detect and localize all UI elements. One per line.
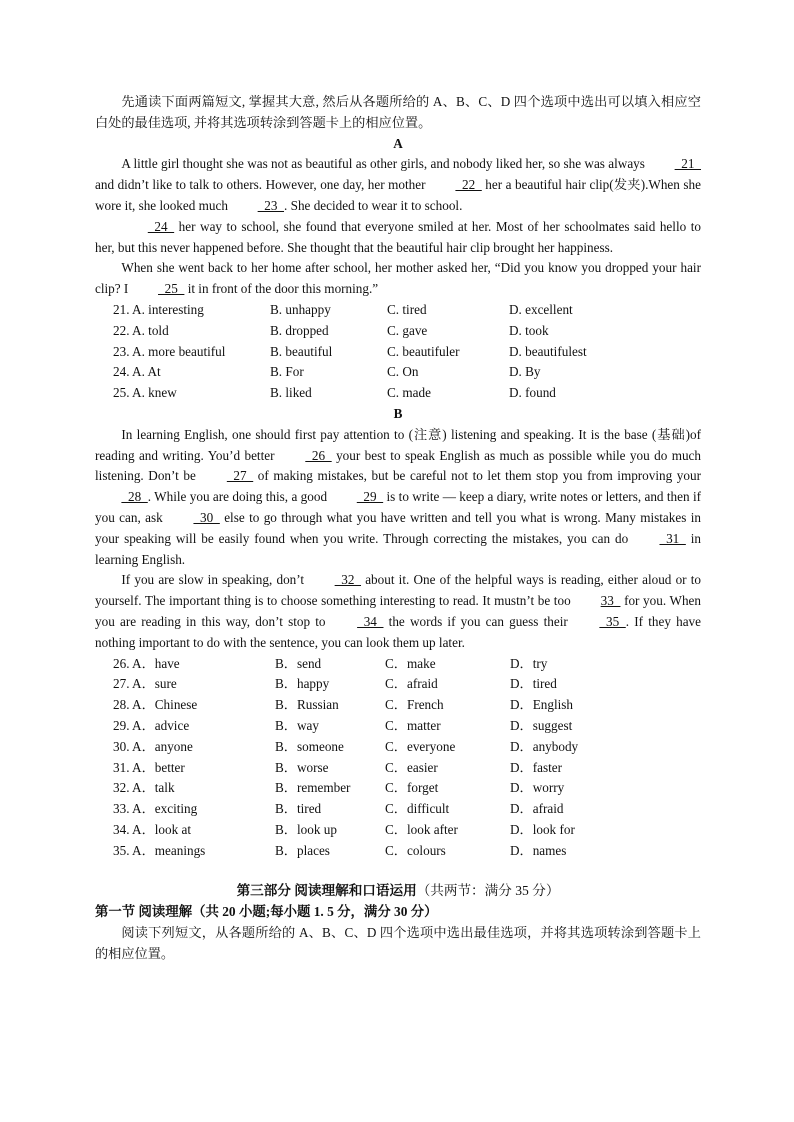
blank-27: 27 <box>226 468 254 484</box>
text-segment: it in front of the door this morning.” <box>184 281 379 297</box>
option-b: B．look up <box>275 821 337 837</box>
section-title-score: （共两节：满分 35 分） <box>416 883 560 899</box>
option-c: C．difficult <box>385 801 450 817</box>
text-segment: her way to school, she found that everyone smiled at her. Most of her schoolmates said hello to her, but this never happened before. She thought that the beautiful hair clip brought her happiness. <box>95 218 701 255</box>
text-segment: . She decided to wear it to school. <box>284 197 463 213</box>
option-a: 30. A．anyone <box>113 738 193 754</box>
blank-21: 21 <box>674 156 701 172</box>
option-c: C．look after <box>385 821 458 837</box>
option-b: B. dropped <box>270 322 329 338</box>
blank-29: 29 <box>356 489 384 505</box>
option-d: D．afraid <box>510 801 564 817</box>
option-c: C．French <box>385 697 444 713</box>
option-a: 26. A．have <box>113 655 180 671</box>
option-a: 21. A. interesting <box>113 301 204 317</box>
option-b: B. For <box>270 364 304 380</box>
option-row-29 <box>95 716 701 737</box>
passage-b-paragraph-1 <box>95 425 701 571</box>
text-segment: If you are slow in speaking, don’t <box>121 572 309 588</box>
passage-b-heading: B <box>393 405 403 421</box>
option-b: B．Russian <box>275 697 339 713</box>
option-row-25 <box>95 383 701 404</box>
option-b: B．remember <box>275 780 351 796</box>
option-a: 25. A. knew <box>113 385 177 401</box>
text-segment: and didn’t like to talk to others. However, one day, her mother <box>95 177 430 193</box>
intro-instructions: 先通读下面两篇短文, 掌握其大意, 然后从各题所给的 A、B、C、D 四个选项中选出可以填入相应空白处的最佳选项, 并将其选项转涂到答题卡上的相应位置。 <box>95 94 701 130</box>
section-title-bold: 第三部分 阅读理解和口语运用 <box>236 883 417 899</box>
option-c: C. On <box>387 364 419 380</box>
option-d: D. beautifulest <box>509 343 587 359</box>
text-segment: about it. One of the helpful ways is reading, either aloud or to yourself. The important thing is to choose something interesting to read. It mustn’t be too <box>95 572 701 609</box>
option-c: C．colours <box>385 842 446 858</box>
text-segment: the words if you can guess their <box>383 613 573 629</box>
option-d: D. By <box>509 364 541 380</box>
option-a: 28. A．Chinese <box>113 697 198 713</box>
option-a: 24. A. At <box>113 364 161 380</box>
option-d: D．suggest <box>510 717 573 733</box>
section-3-instructions: 阅读下列短文，从各题所给的 A、B、C、D 四个选项中选出最佳选项，并将其选项转涂到答题卡上的相应位置。 <box>95 925 701 961</box>
blank-32: 32 <box>334 572 362 588</box>
option-row-31 <box>95 758 701 779</box>
passage-a-options <box>95 300 701 404</box>
option-c: C. tired <box>387 301 427 317</box>
passage-a-heading: A <box>393 135 403 151</box>
option-c: C．easier <box>385 759 438 775</box>
text-segment: for you. When you are reading in this way, don’t stop to <box>95 593 701 629</box>
blank-33: 33 <box>600 593 621 609</box>
option-row-24 <box>95 362 701 383</box>
option-b: B．way <box>275 717 319 733</box>
passage-b-options <box>95 654 701 862</box>
option-b: B．tired <box>275 801 322 817</box>
text-segment: her a beautiful hair clip(发夹).When she wore it, she looked much <box>95 177 701 213</box>
option-row-26 <box>95 654 701 675</box>
option-a: 27. A．sure <box>113 676 177 692</box>
text-segment: When she went back to her home after school, her mother asked her, “Did you know you dropped your hair clip? I <box>95 260 701 297</box>
text-segment: else to go through what you have written and tell you what is wrong. Many mistakes in your speaking will be easily found when you write. Through correcting the mistakes, you can do <box>95 509 701 546</box>
option-a: 35. A．meanings <box>113 842 206 858</box>
option-d: D．English <box>510 697 574 713</box>
option-c: C．matter <box>385 717 441 733</box>
option-c: C. gave <box>387 322 428 338</box>
blank-24: 24 <box>147 218 175 234</box>
text-segment: . While you are doing this, a good <box>147 489 331 505</box>
text-segment: In learning English, one should first pay attention to (注意) listening and speaking. It is the base (基础)of reading and writing. You’d better <box>95 426 701 463</box>
option-d: D．tired <box>510 676 557 692</box>
blank-35: 35 <box>599 613 626 629</box>
option-a: 31. A．better <box>113 759 185 775</box>
option-row-21 <box>95 300 701 321</box>
option-d: D．worry <box>510 780 565 796</box>
section-3-title <box>95 881 701 902</box>
option-d: D．faster <box>510 759 562 775</box>
option-a: 23. A. more beautiful <box>113 343 226 359</box>
blank-30: 30 <box>193 509 220 525</box>
option-row-30 <box>95 737 701 758</box>
option-row-34 <box>95 820 701 841</box>
option-b: B. unhappy <box>270 301 331 317</box>
option-d: D．anybody <box>510 738 579 754</box>
passage-a-paragraph-1 <box>95 154 701 216</box>
option-row-32 <box>95 778 701 799</box>
option-a: 22. A. told <box>113 322 169 338</box>
option-c: C．make <box>385 655 436 671</box>
option-d: D. excellent <box>509 301 573 317</box>
blank-22: 22 <box>455 177 482 193</box>
passage-a-paragraph-2 <box>95 217 701 259</box>
option-c: C. beautifuler <box>387 343 460 359</box>
text-segment: in learning English. <box>95 530 701 567</box>
option-c: C. made <box>387 385 431 401</box>
option-a: 33. A．exciting <box>113 801 198 817</box>
option-row-23 <box>95 342 701 363</box>
option-row-28 <box>95 695 701 716</box>
text-segment: your best to speak English as much as possible while you do much listening. Don’t be <box>95 447 701 484</box>
option-d: D．look for <box>510 821 575 837</box>
blank-23: 23 <box>257 197 285 213</box>
option-row-27 <box>95 674 701 695</box>
exam-page <box>95 92 701 965</box>
blank-31: 31 <box>659 530 686 546</box>
option-row-33 <box>95 799 701 820</box>
blank-34: 34 <box>357 613 384 629</box>
text-segment: . If they have nothing important to do with the sentence, you can look them up later. <box>95 613 702 650</box>
option-b: B. liked <box>270 385 312 401</box>
option-d: D. found <box>509 385 556 401</box>
passage-a-paragraph-3 <box>95 258 701 300</box>
option-c: C．everyone <box>385 738 456 754</box>
option-d: D. took <box>509 322 549 338</box>
option-b: B．worse <box>275 759 329 775</box>
blank-25: 25 <box>158 281 185 297</box>
option-b: B．places <box>275 842 330 858</box>
blank-26: 26 <box>305 447 332 463</box>
option-b: B．someone <box>275 738 344 754</box>
option-a: 32. A．talk <box>113 780 175 796</box>
option-a: 29. A．advice <box>113 717 190 733</box>
option-b: B. beautiful <box>270 343 333 359</box>
option-d: D．names <box>510 842 567 858</box>
option-a: 34. A．look at <box>113 821 192 837</box>
text-segment: is to write — keep a diary, write notes or letters, and then if you can, ask <box>95 489 701 525</box>
option-b: B．send <box>275 655 322 671</box>
section-3-subtitle: 第一节 阅读理解（共 20 小题;每小题 1. 5 分，满分 30 分） <box>95 904 438 920</box>
option-b: B．happy <box>275 676 330 692</box>
option-row-22 <box>95 321 701 342</box>
passage-b-paragraph-2 <box>95 570 701 653</box>
text-segment: of making mistakes, but be careful not to let them stop you from improving your <box>253 468 701 484</box>
option-d: D．try <box>510 655 548 671</box>
text-segment: A little girl thought she was not as beautiful as other girls, and nobody liked her, so she was always <box>121 156 649 172</box>
option-row-35 <box>95 841 701 862</box>
option-c: C．forget <box>385 780 439 796</box>
blank-28: 28 <box>121 489 148 505</box>
option-c: C．afraid <box>385 676 438 692</box>
